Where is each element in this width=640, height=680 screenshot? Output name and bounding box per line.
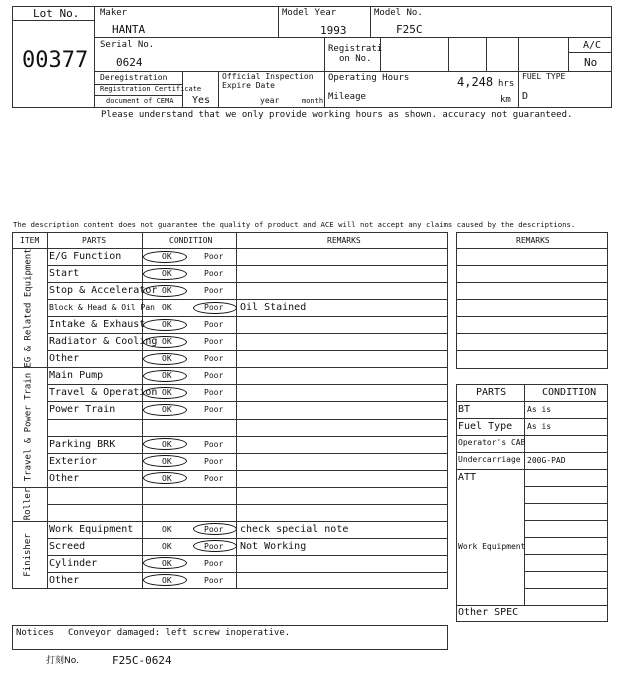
condition-poor-option[interactable]: Poor xyxy=(204,456,224,466)
ok-selected-circle xyxy=(143,336,187,348)
ok-selected-circle xyxy=(143,387,187,399)
condition-poor-option[interactable]: Poor xyxy=(204,320,224,330)
spec-row-divider xyxy=(456,435,608,436)
ac-value: No xyxy=(584,56,598,69)
ok-selected-circle xyxy=(143,438,187,450)
row-divider xyxy=(47,572,448,573)
condition-ok-option[interactable]: OK xyxy=(162,473,172,483)
row-divider xyxy=(47,487,448,488)
row-divider xyxy=(47,367,448,368)
notices-text: Conveyor damaged: left screw inoperative. xyxy=(68,628,291,638)
condition-ok-option[interactable]: OK xyxy=(162,388,172,398)
condition-poor-option[interactable]: Poor xyxy=(204,388,224,398)
month-label: month xyxy=(302,97,324,105)
row-part-label: Start xyxy=(49,268,80,280)
group-label: Finisher xyxy=(23,533,34,577)
notices-label: Notices xyxy=(16,628,54,638)
row-divider xyxy=(47,282,448,283)
col-condition-header: CONDITION xyxy=(169,236,213,245)
condition-poor-option[interactable]: Poor xyxy=(204,303,224,313)
spec-condition: As is xyxy=(527,405,552,414)
row-part-label: Intake & Exhaust xyxy=(49,319,146,331)
remark-line xyxy=(456,265,608,266)
model-no-label: Model No. xyxy=(374,8,423,18)
condition-ok-option[interactable]: OK xyxy=(162,439,172,449)
condition-poor-option[interactable]: Poor xyxy=(204,558,224,568)
ok-selected-circle xyxy=(143,285,187,297)
km-label: km xyxy=(500,95,511,105)
remark-line xyxy=(456,282,608,283)
stamp-label: 打刻No. xyxy=(46,656,79,666)
ok-selected-circle xyxy=(143,268,187,280)
ok-selected-circle xyxy=(143,319,187,331)
row-divider xyxy=(47,350,448,351)
row-part-label: Work Equipment xyxy=(49,523,134,535)
spec-row-divider xyxy=(524,520,608,521)
condition-poor-option[interactable]: Poor xyxy=(204,252,224,261)
right-remarks-header: REMARKS xyxy=(516,236,550,245)
row-divider xyxy=(47,504,448,505)
registration-certificate-label: Registration Certificate xyxy=(100,85,202,93)
spec-row-divider xyxy=(524,503,608,504)
row-remark: check special note xyxy=(240,523,349,535)
deregistration-label: Deregistration xyxy=(100,73,168,82)
row-divider xyxy=(47,470,448,471)
spec-part: Fuel Type xyxy=(458,421,513,432)
spec-row-divider xyxy=(456,469,608,470)
work-equipment-label: Work Equipment xyxy=(458,542,526,551)
spec-part: Undercarriage xyxy=(458,455,521,464)
hours-notice: Please understand that we only provide working hours as shown. accuracy not guaranteed. xyxy=(101,110,573,120)
maker-value: HANTA xyxy=(112,23,146,36)
lot-no-label: Lot No. xyxy=(33,7,80,20)
row-divider xyxy=(47,453,448,454)
condition-poor-option[interactable]: Poor xyxy=(204,269,224,279)
condition-poor-option[interactable]: Poor xyxy=(204,405,224,415)
condition-ok-option[interactable]: OK xyxy=(162,558,172,568)
condition-ok-option[interactable]: OK xyxy=(162,456,172,466)
condition-poor-option[interactable]: Poor xyxy=(204,524,224,534)
row-remark: Not Working xyxy=(240,540,307,552)
row-part-label: Travel & Operation xyxy=(49,387,158,399)
row-divider xyxy=(47,538,448,539)
model-no-value: F25C xyxy=(396,23,423,36)
row-divider xyxy=(47,299,448,300)
row-remark: Oil Stained xyxy=(240,302,307,314)
row-divider xyxy=(47,436,448,437)
condition-ok-option[interactable]: OK xyxy=(162,337,172,347)
condition-ok-option[interactable]: OK xyxy=(162,252,172,261)
row-divider xyxy=(47,401,448,402)
row-divider xyxy=(47,316,448,317)
stamp-value: F25C-0624 xyxy=(112,654,172,667)
other-spec-label: Other SPEC xyxy=(458,607,519,618)
row-part-label: Parking BRK xyxy=(49,438,116,450)
fuel-type-value: D xyxy=(522,91,529,102)
ok-selected-circle xyxy=(143,370,187,382)
row-divider xyxy=(47,384,448,385)
condition-poor-option[interactable]: Poor xyxy=(204,337,224,347)
ac-label: A/C xyxy=(583,40,602,51)
spec-row-divider xyxy=(456,418,608,419)
poor-selected-circle xyxy=(193,302,237,314)
row-part-label: Other xyxy=(49,574,80,586)
condition-ok-option[interactable]: OK xyxy=(162,354,172,364)
remark-line xyxy=(456,333,608,334)
row-part-label: Other xyxy=(49,472,80,484)
row-part-label: Main Pump xyxy=(49,370,104,382)
col-item-header: ITEM xyxy=(20,236,40,245)
condition-ok-option[interactable]: OK xyxy=(162,405,172,415)
maker-label: Maker xyxy=(100,8,128,18)
row-part-label: Radiator & Cooling xyxy=(49,336,158,348)
spec-row-divider xyxy=(524,537,608,538)
row-part-label: Power Train xyxy=(49,404,116,416)
col-parts-header: PARTS xyxy=(82,236,107,245)
row-part-label: Exterior xyxy=(49,455,98,467)
condition-ok-option[interactable]: OK xyxy=(162,541,172,551)
row-divider xyxy=(47,419,448,420)
col-remarks-header: REMARKS xyxy=(327,236,361,245)
condition-poor-option[interactable]: Poor xyxy=(204,575,224,585)
year-label: year xyxy=(260,96,280,105)
spec-part: ATT xyxy=(458,472,477,483)
fuel-type-label: FUEL TYPE xyxy=(522,72,566,81)
spec-row-divider xyxy=(524,554,608,555)
spec-part: BT xyxy=(458,404,471,415)
group-label: Travel & Power Train xyxy=(23,372,34,482)
group-label: EG & Related Equipment xyxy=(23,248,34,368)
lot-no-value: 00377 xyxy=(22,48,89,73)
disclaimer: The description content does not guarantee the quality of product and ACE will not accept any claims caused by the descriptions. xyxy=(13,220,576,229)
mileage-label: Mileage xyxy=(328,92,366,102)
condition-ok-option[interactable]: OK xyxy=(162,286,172,296)
group-label: Roller xyxy=(23,487,34,521)
condition-ok-option[interactable]: OK xyxy=(162,320,172,330)
document-cema-label: document of CEMA xyxy=(106,97,174,105)
row-part-label: Cylinder xyxy=(49,557,98,569)
official-inspection-label-2: Expire Date xyxy=(222,81,275,90)
row-part-label: Screed xyxy=(49,540,86,552)
condition-ok-option[interactable]: OK xyxy=(162,303,172,313)
condition-ok-option[interactable]: OK xyxy=(162,269,172,279)
condition-ok-option[interactable]: OK xyxy=(162,575,172,585)
spec-parts-header: PARTS xyxy=(476,387,507,398)
remark-line xyxy=(456,350,608,351)
model-year-value: 1993 xyxy=(320,24,347,37)
row-part-label: Stop & Accelerator xyxy=(49,285,158,297)
row-part-label: E/G Function xyxy=(49,251,122,262)
spec-row-divider xyxy=(456,452,608,453)
remark-line xyxy=(456,316,608,317)
row-divider xyxy=(47,521,448,522)
row-divider xyxy=(47,555,448,556)
condition-poor-option[interactable]: Poor xyxy=(204,286,224,296)
condition-poor-option[interactable]: Poor xyxy=(204,371,224,381)
row-divider xyxy=(47,265,448,266)
registration-label-2: on No. xyxy=(339,54,372,64)
operating-hours-label: Operating Hours xyxy=(328,73,410,83)
ok-selected-circle xyxy=(143,353,187,365)
operating-hours-value: 4,248 xyxy=(457,75,494,89)
spec-row-divider xyxy=(524,571,608,572)
row-part-label: Block & Head & Oil Pan xyxy=(49,303,155,313)
spec-row-divider xyxy=(524,588,608,589)
document-cema-value: Yes xyxy=(192,95,211,106)
condition-ok-option[interactable]: OK xyxy=(162,371,172,381)
spec-condition: As is xyxy=(527,422,552,431)
row-divider xyxy=(47,333,448,334)
spec-row-divider xyxy=(524,486,608,487)
registration-label-1: Registrati xyxy=(328,44,383,54)
spec-condition-header: CONDITION xyxy=(542,387,597,398)
condition-poor-option[interactable]: Poor xyxy=(204,541,224,551)
remark-line xyxy=(456,299,608,300)
condition-poor-option[interactable]: Poor xyxy=(204,354,224,364)
row-part-label: Other xyxy=(49,353,80,365)
model-year-label: Model Year xyxy=(282,8,337,18)
hrs-label: hrs xyxy=(498,79,515,89)
ok-selected-circle xyxy=(143,251,187,263)
condition-poor-option[interactable]: Poor xyxy=(204,439,224,449)
serial-no-label: Serial No. xyxy=(100,40,155,50)
official-inspection-label-1: Official Inspection xyxy=(222,72,314,81)
condition-poor-option[interactable]: Poor xyxy=(204,473,224,483)
condition-ok-option[interactable]: OK xyxy=(162,524,172,534)
spec-part: Operator's CAB xyxy=(458,438,526,447)
serial-no-value: 0624 xyxy=(116,56,143,69)
spec-condition: 200G-PAD xyxy=(527,456,566,465)
ok-selected-circle xyxy=(143,404,187,416)
ok-selected-circle xyxy=(143,455,187,467)
